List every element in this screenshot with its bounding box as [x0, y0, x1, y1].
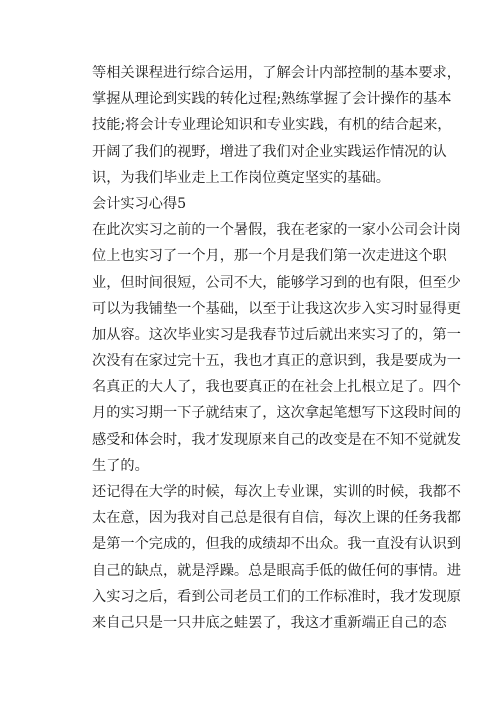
text-line: 还记得在大学的时候，每次上专业课，实训的时候，我都不: [92, 484, 461, 500]
text-line: 自己的缺点，就是浮躁。总是眼高手低的做任何的事情。进: [92, 562, 461, 579]
text-line: 感受和体会时，我才发现原来自己的改变是在不知不觉就发: [92, 431, 461, 448]
text-line: 在此次实习之前的一个暑假，我在老家的一家小公司会计岗: [92, 222, 461, 239]
text-line: 识，为我们毕业走上工作岗位奠定坚实的基础。: [92, 169, 390, 186]
document-body: [92, 60, 461, 636]
text-line: 技能;将会计专业理论知识和专业实践，有机的结合起来，: [92, 117, 452, 134]
paragraph-university-memory: [92, 479, 461, 636]
text-line: 位上也实习了一个月，那一个月是我们第一次走进这个职: [92, 248, 447, 265]
text-line: 加从容。这次毕业实习是我春节过后就出来实习了的，第一: [92, 326, 461, 343]
paragraph-intro-continuation: [92, 60, 461, 191]
text-line: 等相关课程进行综合运用，了解会计内部控制的基本要求，: [92, 65, 461, 81]
section-heading: [92, 191, 410, 217]
section-heading-text: 会计实习心得5: [92, 195, 187, 212]
text-line: 生了的。: [92, 457, 149, 474]
text-line: 名真正的大人了，我也要真正的在社会上扎根立足了。四个: [92, 379, 461, 396]
text-line: 太在意，因为我对自己总是很有自信，每次上课的任务我都: [92, 510, 461, 527]
text-line: 来自己只是一只井底之蛙罢了，我这才重新端正自己的态: [92, 614, 447, 631]
text-line: 业，但时间很短，公司不大，能够学习到的也有限，但至少: [92, 274, 461, 291]
text-line: 可以为我铺垫一个基础，以至于让我这次步入实习时显得更: [92, 300, 461, 317]
paragraph-internship-experience: [92, 217, 461, 479]
text-line: 次没有在家过完十五，我也才真正的意识到，我是要成为一: [92, 353, 461, 370]
text-line: 月的实习期一下子就结束了，这次拿起笔想写下这段时间的: [92, 405, 461, 422]
text-line: 开阔了我们的视野，增进了我们对企业实践运作情况的认: [92, 143, 447, 160]
text-line: 掌握从理论到实践的转化过程;熟练掌握了会计操作的基本: [92, 91, 452, 108]
text-line: 入实习之后，看到公司老员工们的工作标准时，我才发现原: [92, 588, 461, 605]
text-line: 是第一个完成的，但我的成绩却不出众。我一直没有认识到: [92, 536, 461, 553]
